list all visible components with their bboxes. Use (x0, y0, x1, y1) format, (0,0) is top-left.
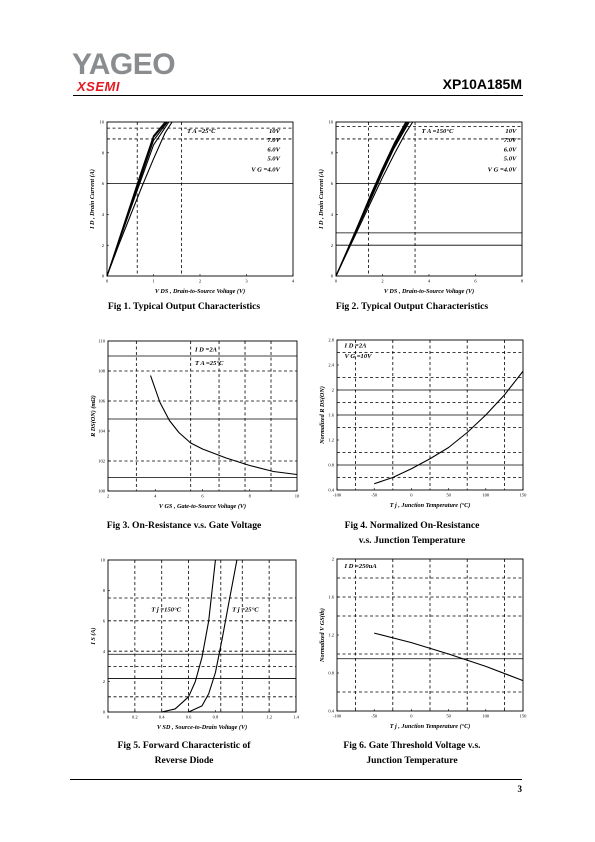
x-tick-label: 0 (410, 713, 413, 719)
x-tick-label: -50 (371, 492, 378, 498)
x-tick-label: 4 (291, 278, 295, 284)
chart-annotation: I D =2A (194, 346, 218, 354)
fig4-caption-line-2: v.s. Junction Temperature (358, 535, 466, 546)
y-tick-label: 2.8 (328, 337, 334, 343)
page-header (0, 0, 595, 100)
fig1-caption: Fig 1. Typical Output Characteristics (107, 301, 261, 312)
y-tick-label: 2 (101, 242, 104, 248)
y-tick-label: 8 (330, 150, 333, 156)
chart-annotation: 6.0V (267, 146, 280, 154)
y-tick-label: 1.2 (328, 632, 334, 638)
fig1-output-characteristics-25c (84, 118, 295, 298)
y-tick-label: 6 (101, 181, 104, 187)
plot-area (98, 339, 300, 499)
y-tick-label: 2 (102, 679, 105, 685)
chart-annotation: 7.0V (267, 137, 280, 145)
y-tick-label: 2 (331, 556, 334, 562)
x-tick-label: 150 (519, 713, 527, 719)
x-axis-label: V GS , Gate-to-Source Voltage (V) (158, 503, 247, 510)
y-axis-label: Normalized V GS(th) (319, 608, 326, 662)
chart-annotation: T A =150°C (421, 127, 454, 135)
fig4-normalized-on-resistance (312, 336, 527, 514)
y-tick-label: 0.4 (328, 708, 334, 714)
x-tick-label: 3 (245, 278, 248, 284)
x-tick-label: 4 (427, 278, 431, 284)
x-tick-label: 2 (381, 278, 384, 284)
x-tick-label: 0.4 (158, 714, 165, 720)
fig3-on-resistance-vs-gate-voltage (84, 336, 300, 514)
y-tick-label: 8 (101, 150, 104, 156)
series-line-4 (107, 122, 172, 276)
chart-annotation: 6.0V (503, 146, 517, 154)
x-tick-label: 100 (482, 713, 490, 719)
x-tick-label: 2 (106, 493, 110, 499)
fig4-caption (312, 518, 512, 548)
series-line-4 (336, 122, 413, 276)
y-tick-label: 106 (98, 398, 105, 404)
footer-divider (70, 779, 522, 780)
x-tick-label: 0 (105, 278, 109, 284)
fig6-caption-line-1: Fig 6. Gate Threshold Voltage v.s. (343, 740, 481, 751)
fig3-caption: Fig 3. On-Resistance v.s. Gate Voltage (106, 520, 262, 531)
x-tick-label: 4 (154, 493, 157, 499)
x-axis-label: V SD , Source-to-Drain Voltage (V) (156, 724, 248, 731)
series-line-0 (374, 633, 523, 681)
header-divider (73, 95, 523, 96)
x-tick-label: 50 (446, 713, 451, 719)
y-tick-label: 110 (98, 338, 105, 344)
x-tick-label: 0 (410, 492, 413, 498)
x-tick-label: 6 (474, 278, 477, 284)
x-tick-label: -100 (332, 492, 342, 498)
y-tick-label: 6 (330, 181, 333, 187)
y-tick-label: 10 (100, 557, 105, 563)
fig5-caption-line-2: Reverse Diode (154, 755, 214, 766)
chart-annotation: T j =25°C (232, 606, 259, 614)
x-axis-label: T j , Junction Temperature (°C) (389, 502, 471, 509)
y-tick-label: 2 (331, 387, 334, 393)
x-tick-label: 0.8 (212, 714, 219, 720)
plot-area (328, 338, 527, 498)
chart-annotation: V G =10V (344, 353, 372, 360)
x-tick-label: 150 (519, 492, 527, 498)
chart-annotation: I D =2A (344, 342, 367, 350)
y-tick-label: 2 (330, 242, 333, 248)
plot-frame (336, 122, 522, 276)
fig6-gate-threshold-voltage (312, 555, 527, 733)
plot-area (101, 558, 300, 720)
plot-frame (108, 560, 296, 712)
x-tick-label: 100 (482, 492, 490, 498)
fig5-reverse-diode-forward-characteristic (84, 555, 299, 733)
y-tick-label: 0.8 (328, 670, 334, 676)
x-tick-label: 8 (248, 493, 251, 499)
chart-annotation: 7.0V (503, 137, 517, 145)
chart-annotation: 10V (268, 127, 280, 135)
y-axis-label: I S (A) (90, 627, 97, 645)
part-number: XP10A185M (442, 76, 522, 92)
chart-annotation: V G =4.0V (251, 166, 280, 174)
fig2-caption: Fig 2. Typical Output Characteristics (335, 301, 489, 312)
y-tick-label: 6 (102, 618, 105, 624)
x-tick-label: 50 (446, 492, 451, 498)
y-tick-label: 10 (328, 119, 333, 125)
y-tick-label: 1.6 (328, 594, 334, 600)
y-tick-label: 1.2 (328, 437, 334, 443)
y-tick-label: 108 (98, 368, 105, 374)
chart-annotation: 5.0V (503, 155, 517, 163)
y-tick-label: 104 (98, 428, 105, 434)
y-tick-label: 4 (330, 212, 333, 217)
x-tick-label: 1 (152, 278, 155, 284)
y-axis-label: Normalized R DS(ON) (319, 386, 326, 444)
x-tick-label: 0 (334, 278, 338, 284)
series-line-0 (151, 376, 297, 475)
x-axis-label: V DS , Drain-to-Source Voltage (V) (383, 288, 475, 295)
fig6-caption (312, 738, 512, 768)
x-tick-label: 1 (241, 714, 244, 720)
x-tick-label: 1.2 (266, 714, 272, 720)
x-tick-label: 8 (520, 278, 524, 284)
x-tick-label: 0.2 (132, 714, 138, 720)
y-tick-label: 0 (330, 273, 333, 279)
fig2-output-characteristics-150c (312, 118, 524, 298)
fig5-caption-line-1: Fig 5. Forward Characteristic of (117, 740, 251, 751)
xsemi-logo: XSEMI (77, 79, 120, 94)
plot-frame (107, 122, 293, 276)
y-tick-label: 102 (98, 458, 105, 464)
x-axis-label: T j , Junction Temperature (°C) (389, 723, 471, 730)
chart-annotation: T j =150°C (151, 606, 182, 614)
x-tick-label: 1.4 (293, 714, 299, 720)
y-tick-label: 4 (101, 212, 104, 217)
x-axis-label: V DS , Drain-to-Source Voltage (V) (154, 288, 246, 295)
y-tick-label: 2.4 (328, 362, 334, 368)
x-tick-label: 0 (106, 714, 110, 720)
x-tick-label: -100 (332, 713, 342, 719)
y-tick-label: 0 (101, 273, 104, 279)
y-tick-label: 8 (102, 588, 105, 593)
chart-annotation: I D =250uA (344, 563, 377, 571)
y-tick-label: 1.6 (328, 412, 334, 418)
chart-annotation: 10V (505, 127, 517, 135)
plot-area (100, 120, 295, 284)
x-tick-label: 0.6 (185, 714, 192, 720)
chart-annotation: T A =25°C (186, 127, 216, 135)
x-tick-label: -50 (371, 713, 378, 719)
fig6-caption-line-2: Junction Temperature (366, 755, 458, 766)
y-axis-label: I D , Drain Current (A) (318, 169, 325, 229)
plot-area (328, 557, 527, 719)
yageo-logo: YAGEO (72, 48, 176, 81)
page-number: 3 (517, 784, 522, 794)
y-tick-label: 4 (102, 648, 105, 654)
x-tick-label: 2 (198, 278, 202, 284)
x-tick-label: 6 (201, 493, 204, 499)
chart-annotation: T A =25°C (194, 360, 224, 367)
y-tick-label: 0.8 (328, 462, 334, 468)
chart-annotation: 5.0V (267, 155, 280, 163)
y-axis-label: I D , Drain Current (A) (89, 169, 96, 229)
x-tick-label: 10 (294, 493, 300, 499)
plot-area (329, 120, 524, 284)
fig5-caption (84, 738, 284, 768)
y-tick-label: 100 (98, 488, 105, 494)
y-axis-label: R DS(ON) (mΩ) (90, 395, 97, 437)
y-tick-label: 10 (99, 119, 104, 125)
chart-annotation: V G =4.0V (487, 166, 517, 174)
y-tick-label: 0 (102, 709, 105, 715)
fig4-caption-line-1: Fig 4. Normalized On-Resistance (344, 520, 480, 531)
y-tick-label: 0.4 (328, 487, 334, 493)
